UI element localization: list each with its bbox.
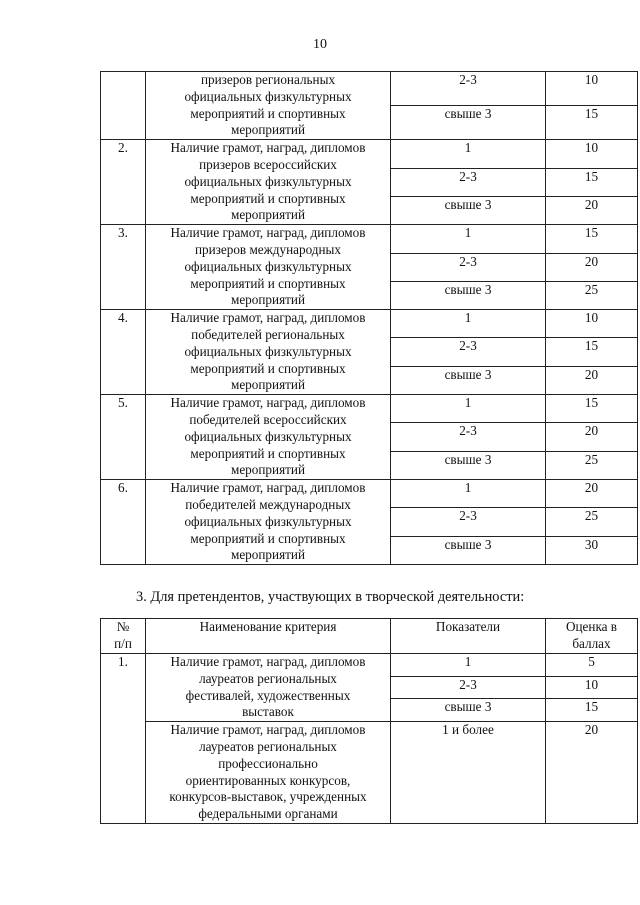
- criterion-cell: [146, 225, 391, 310]
- row-number-cell: 1.: [101, 654, 146, 824]
- criterion-text-line: официальных физкультурных: [184, 513, 352, 529]
- row-number-cell: 5.: [101, 395, 146, 480]
- criterion-text-line: Наличие грамот, наград, дипломов: [170, 722, 366, 738]
- criterion-cell: [146, 480, 391, 565]
- criterion-text-line: мероприятий и спортивных: [190, 105, 346, 121]
- criterion-text-line: лауреатов региональных: [199, 670, 337, 686]
- score-cell: 25: [546, 281, 638, 309]
- indicator-cell: 1: [391, 140, 546, 168]
- score-cell: 10: [546, 140, 638, 168]
- score-cell: 20: [546, 196, 638, 224]
- header-score-cell: [546, 619, 638, 654]
- score-cell: 25: [546, 451, 638, 479]
- indicator-cell: 1: [391, 395, 546, 423]
- indicator-cell: свыше 3: [391, 536, 546, 564]
- header-name-cell: Наименование критерия: [146, 619, 391, 654]
- criterion-text-line: Наличие грамот, наград, дипломов: [170, 310, 366, 326]
- criterion-text-line: официальных физкультурных: [184, 88, 352, 104]
- criterion-text-line: официальных физкультурных: [184, 258, 352, 274]
- criterion-text-line: мероприятий: [230, 292, 306, 308]
- criterion-text-line: лауреатов региональных: [199, 738, 337, 754]
- indicator-cell: свыше 3: [391, 281, 546, 309]
- criterion-text-line: мероприятий и спортивных: [190, 360, 346, 376]
- criterion-text-line: выставок: [242, 704, 294, 720]
- criterion-text-line: мероприятий: [230, 547, 306, 563]
- criterion-text-line: Наличие грамот, наград, дипломов: [170, 140, 366, 156]
- score-cell: 10: [546, 310, 638, 338]
- section-heading: 3. Для претендентов, участвующих в творческой деятельности:: [136, 589, 525, 605]
- row-number-cell: 2.: [101, 140, 146, 225]
- indicator-cell: свыше 3: [391, 451, 546, 479]
- score-cell: 5: [546, 654, 638, 677]
- indicator-cell: свыше 3: [391, 699, 546, 722]
- table-header-row: [101, 619, 638, 654]
- criterion-text-line: Наличие грамот, наград, дипломов: [170, 480, 366, 496]
- score-cell: 15: [546, 225, 638, 253]
- criterion-text-line: призеров региональных: [200, 72, 336, 87]
- criterion-text-line: победителей всероссийских: [189, 411, 347, 427]
- table-row: [101, 395, 638, 423]
- indicator-cell: 2-3: [391, 508, 546, 536]
- score-cell: 30: [546, 536, 638, 564]
- indicator-cell: 1 и более: [391, 722, 546, 824]
- criterion-text-line: конкурсов-выставок, учрежденных: [169, 789, 367, 805]
- criterion-cell: [146, 395, 391, 480]
- score-cell: 20: [546, 366, 638, 394]
- criterion-text-line: официальных физкультурных: [184, 428, 352, 444]
- criterion-text-line: мероприятий и спортивных: [190, 530, 346, 546]
- row-number-cell: 4.: [101, 310, 146, 395]
- indicator-cell: 1: [391, 225, 546, 253]
- header-indicators-cell: Показатели: [391, 619, 546, 654]
- indicator-cell: свыше 3: [391, 196, 546, 224]
- table-row: [101, 140, 638, 168]
- score-cell: 20: [546, 480, 638, 508]
- indicator-cell: свыше 3: [391, 106, 546, 140]
- criterion-text-line: официальных физкультурных: [184, 173, 352, 189]
- score-cell: 20: [546, 722, 638, 824]
- criterion-text-line: фестивалей, художественных: [185, 687, 351, 703]
- criterion-text-line: мероприятий: [230, 462, 306, 478]
- criterion-cell: [146, 310, 391, 395]
- indicator-cell: 1: [391, 310, 546, 338]
- criterion-text-line: победителей региональных: [191, 326, 345, 342]
- score-cell: 15: [546, 338, 638, 366]
- indicator-cell: 2-3: [391, 338, 546, 366]
- criteria-table-sports: [100, 71, 638, 565]
- page-number: 10: [313, 37, 327, 52]
- score-cell: 10: [546, 72, 638, 106]
- criterion-text-line: мероприятий и спортивных: [190, 445, 346, 461]
- criterion-text-line: ориентированных конкурсов,: [185, 772, 351, 788]
- header-line: баллах: [572, 635, 611, 651]
- score-cell: 15: [546, 395, 638, 423]
- criterion-cell: [146, 654, 391, 722]
- criterion-text-line: мероприятий и спортивных: [190, 275, 346, 291]
- criterion-text-line: Наличие грамот, наград, дипломов: [170, 395, 366, 411]
- row-number-cell: 6.: [101, 480, 146, 565]
- table-row: [101, 654, 638, 677]
- indicator-cell: 2-3: [391, 253, 546, 281]
- score-cell: 10: [546, 676, 638, 699]
- criterion-cell: [146, 72, 391, 140]
- header-line: №: [116, 619, 130, 634]
- score-cell: 15: [546, 106, 638, 140]
- indicator-cell: 2-3: [391, 72, 546, 106]
- header-line: Оценка в: [565, 619, 618, 634]
- indicator-cell: 1: [391, 654, 546, 677]
- indicator-cell: 2-3: [391, 168, 546, 196]
- criterion-cell: [146, 722, 391, 824]
- criteria-table-creative: [100, 618, 638, 824]
- score-cell: 15: [546, 699, 638, 722]
- score-cell: 20: [546, 423, 638, 451]
- criterion-text-line: призеров международных: [194, 241, 342, 257]
- header-line: п/п: [114, 635, 132, 651]
- table-row: [101, 722, 638, 824]
- table-row: [101, 225, 638, 253]
- criterion-text-line: призеров всероссийских: [199, 156, 337, 172]
- criterion-text-line: мероприятий: [230, 377, 306, 393]
- criterion-text-line: Наличие грамот, наград, дипломов: [170, 225, 366, 241]
- indicator-cell: свыше 3: [391, 366, 546, 394]
- score-cell: 20: [546, 253, 638, 281]
- criterion-text-line: федеральными органами: [198, 806, 338, 822]
- indicator-cell: 2-3: [391, 676, 546, 699]
- criterion-text-line: мероприятий: [230, 122, 306, 138]
- indicator-cell: 1: [391, 480, 546, 508]
- table-row: [101, 72, 638, 106]
- table-row: [101, 310, 638, 338]
- criterion-cell: [146, 140, 391, 225]
- criterion-text-line: профессионально: [218, 755, 318, 771]
- table-row: [101, 480, 638, 508]
- criterion-text-line: мероприятий: [230, 207, 306, 223]
- criterion-text-line: победителей международных: [185, 496, 351, 512]
- header-num-cell: [101, 619, 146, 654]
- indicator-cell: 2-3: [391, 423, 546, 451]
- criterion-text-line: мероприятий и спортивных: [190, 190, 346, 206]
- score-cell: 15: [546, 168, 638, 196]
- criterion-text-line: Наличие грамот, наград, дипломов: [170, 654, 366, 669]
- row-number-cell: 3.: [101, 225, 146, 310]
- criterion-text-line: официальных физкультурных: [184, 343, 352, 359]
- score-cell: 25: [546, 508, 638, 536]
- row-number-cell: [101, 72, 146, 140]
